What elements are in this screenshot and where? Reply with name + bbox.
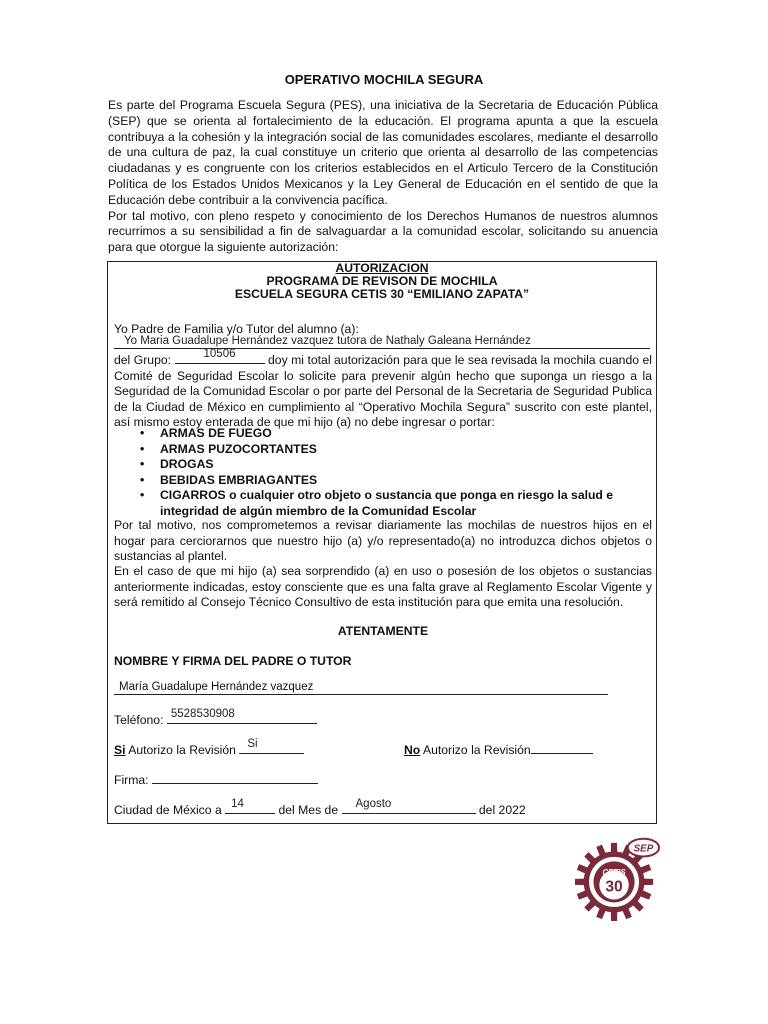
prohibited-items	[114, 426, 652, 519]
commitment-text: Por tal motivo, nos comprometemos a revisar diariamente las mochilas de nuestros hijos en el hogar para cerciorarnos que nuestro hijo (a) y/o representado(a) no introduzca dichos objetos o sustancias al plantel.	[114, 518, 652, 563]
gear-tooth	[611, 911, 617, 921]
prohibited-item: • DROGAS	[114, 457, 652, 473]
prohibited-item: • CIGARROS o cualquier otro objeto o sustancia que ponga en riesgo la salud e integridad de algún miembro de la Comunidad Escolar	[114, 488, 652, 519]
phone-value: 5528530908	[170, 707, 235, 720]
si-field[interactable]	[239, 737, 304, 754]
logo-sep-text: SEP	[633, 843, 654, 855]
name-value: María Guadalupe Hernández vazquez	[119, 681, 314, 693]
month-label: del Mes de	[278, 803, 339, 817]
intro-paragraph-2: Por tal motivo, con pleno respeto y conocimiento de los Derechos Humanos de nuestros alumnos recurrimos a su sensibilidad a fin de salvaguardar a la comunidad escolar, solicitando su anuencia para que otorgue la siguiente autorización:	[108, 208, 658, 255]
group-value: 10506	[203, 347, 236, 360]
si-text: Autorizo la Revisión	[128, 743, 236, 757]
intro-paragraph-1: Es parte del Programa Escuela Segura (PES), una iniciativa de la Secretaria de Educación Pública (SEP) que se orienta al fortalecimiento de la educación. El programa apunta a que la escuela contribuya a la cohesión y la integración social de las comunidades escolares, mediante el desarrollo de una cultura de paz, la cual constituye un criterio que orienta al desarrollo de las competencias ciudadanas y es congruente con los criterios establecidos en el Articulo Tercero de la Constitución Política de los Estados Unidos Mexicanos y la Ley General de Educación en el sentido de que la Educación debe contribuir a la convivencia pacífica.	[108, 98, 658, 207]
form-heading	[108, 262, 656, 301]
signature-row	[114, 770, 652, 789]
logo-cetis-text: CETIS	[602, 868, 626, 878]
month-field[interactable]	[342, 797, 476, 814]
form-heading-autorizacion: AUTORIZACION	[335, 261, 429, 275]
group-field[interactable]	[175, 347, 265, 364]
si-value: Si	[247, 737, 258, 750]
month-value: Agosto	[355, 797, 392, 810]
firma-field[interactable]	[152, 770, 318, 784]
form-heading-programa: PROGRAMA DE REVISON DE MOCHILA	[266, 274, 498, 288]
closing-text: ATENTAMENTE	[337, 624, 429, 638]
group-paragraph	[114, 347, 653, 431]
name-field[interactable]	[114, 680, 608, 695]
authorization-form	[107, 261, 657, 824]
no-choice	[404, 740, 644, 759]
gear-tooth	[575, 879, 585, 885]
cetis-30-logo	[567, 828, 665, 926]
logo-number-text: 30	[605, 878, 623, 896]
day-value: 14	[231, 797, 244, 810]
prohibited-item: • BEBIDAS EMBRIAGANTES	[114, 473, 652, 489]
day-field[interactable]	[225, 797, 275, 814]
tutor-label: Yo Padre de Familia y/o Tutor del alumno (a):	[114, 322, 359, 336]
no-label: No	[404, 743, 421, 757]
document-title: OPERATIVO MOCHILA SEGURA	[284, 72, 484, 87]
group-text: doy mi total autorización para que le sea revisada la mochila cuando	[268, 353, 640, 367]
no-text: Autorizo la Revisión	[422, 743, 531, 757]
sanction-text: En el caso de que mi hijo (a) sea sorprendido (a) en uso o posesión de los objetos o sustancias anteriormente indicadas, estoy consciente que es una falta grave al Reglamento Escolar Vigente y será remitido al Consejo Técnico Consultivo de esta institución para que emita una resolución.	[114, 564, 652, 609]
year-label: del 2022	[478, 803, 526, 817]
prohibited-item: • ARMAS PUZOCORTANTES	[114, 442, 652, 458]
gear-tooth	[611, 843, 617, 853]
group-label: del Grupo:	[114, 353, 172, 367]
no-field[interactable]	[531, 740, 593, 754]
phone-row	[114, 707, 652, 729]
prohibited-item: • ARMAS DE FUEGO	[114, 426, 652, 442]
signature-heading: NOMBRE Y FIRMA DEL PADRE O TUTOR	[114, 654, 352, 668]
form-heading-escuela: ESCUELA SEGURA CETIS 30 “EMILIANO ZAPATA”	[234, 287, 530, 301]
gear-tooth	[643, 879, 653, 885]
authorization-text: el Comité de Seguridad Escolar lo solicite para prevenir algún hecho que suponga un riesgo a la Seguridad de la Comunidad Escolar o por parte del Personal de la Secretaria de Seguridad Publica de la Ciudad de México en cumplimiento al “Operativo Mochila Segura” suscrito con este plantel, así mismo estoy enterada de que mi hijo (a) no debe ingresar o portar:	[114, 353, 653, 429]
phone-label: Teléfono:	[114, 713, 164, 727]
phone-field[interactable]	[167, 707, 317, 724]
si-label: Si	[114, 743, 126, 757]
city-label: Ciudad de México a	[114, 803, 222, 817]
tutor-value: Yo Maria Guadalupe Hernández vazquez tutora de Nathaly Galeana Hernández	[124, 335, 531, 347]
firma-label: Firma:	[114, 773, 149, 787]
date-row	[114, 797, 652, 819]
intro-text	[108, 98, 658, 256]
